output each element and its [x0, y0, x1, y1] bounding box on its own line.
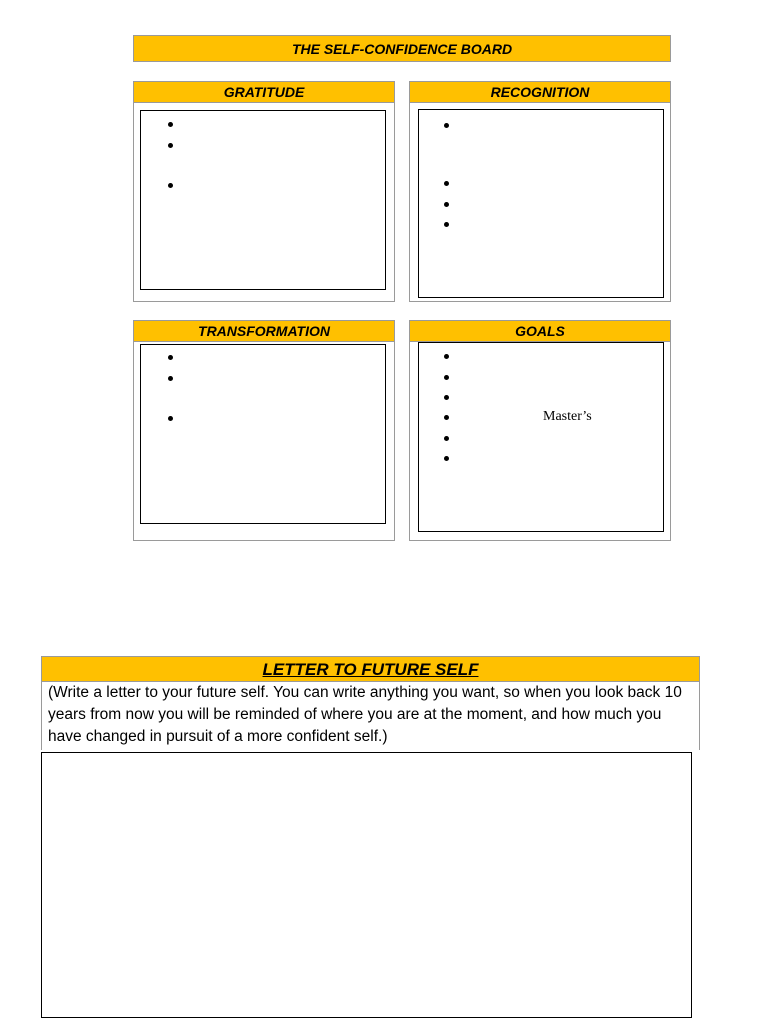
recognition-heading: RECOGNITION	[410, 82, 670, 103]
bullet-icon	[444, 181, 449, 186]
bullet-icon	[444, 415, 449, 420]
gratitude-writing-box[interactable]	[140, 110, 386, 290]
bullet-icon	[168, 376, 173, 381]
letter-heading: LETTER TO FUTURE SELF	[41, 656, 700, 682]
bullet-icon	[444, 375, 449, 380]
transformation-writing-box[interactable]	[140, 344, 386, 524]
transformation-section	[133, 320, 395, 541]
letter-instructions: (Write a letter to your future self. You can write anything you want, so when you look back 10 years from now you will be reminded of where you are at the moment, and how much you have changed in pursuit of a more confident self.)	[41, 682, 700, 750]
bullet-icon	[444, 123, 449, 128]
gratitude-heading: GRATITUDE	[134, 82, 394, 103]
goals-heading: GOALS	[410, 321, 670, 342]
goals-section	[409, 320, 671, 541]
board-title: THE SELF-CONFIDENCE BOARD	[133, 35, 671, 62]
bullet-icon	[168, 416, 173, 421]
transformation-heading: TRANSFORMATION	[134, 321, 394, 342]
bullet-icon	[444, 202, 449, 207]
bullet-icon	[444, 222, 449, 227]
recognition-writing-box[interactable]	[418, 109, 664, 298]
bullet-icon	[168, 122, 173, 127]
letter-writing-area[interactable]	[41, 752, 692, 1018]
bullet-icon	[444, 436, 449, 441]
bullet-icon	[444, 456, 449, 461]
bullet-icon	[444, 354, 449, 359]
bullet-icon	[168, 143, 173, 148]
bullet-icon	[444, 395, 449, 400]
goals-writing-box[interactable]	[418, 342, 664, 532]
recognition-section	[409, 81, 671, 302]
gratitude-section	[133, 81, 395, 302]
bullet-icon	[168, 355, 173, 360]
goals-entry-text: Master’s	[543, 409, 592, 424]
bullet-icon	[168, 183, 173, 188]
